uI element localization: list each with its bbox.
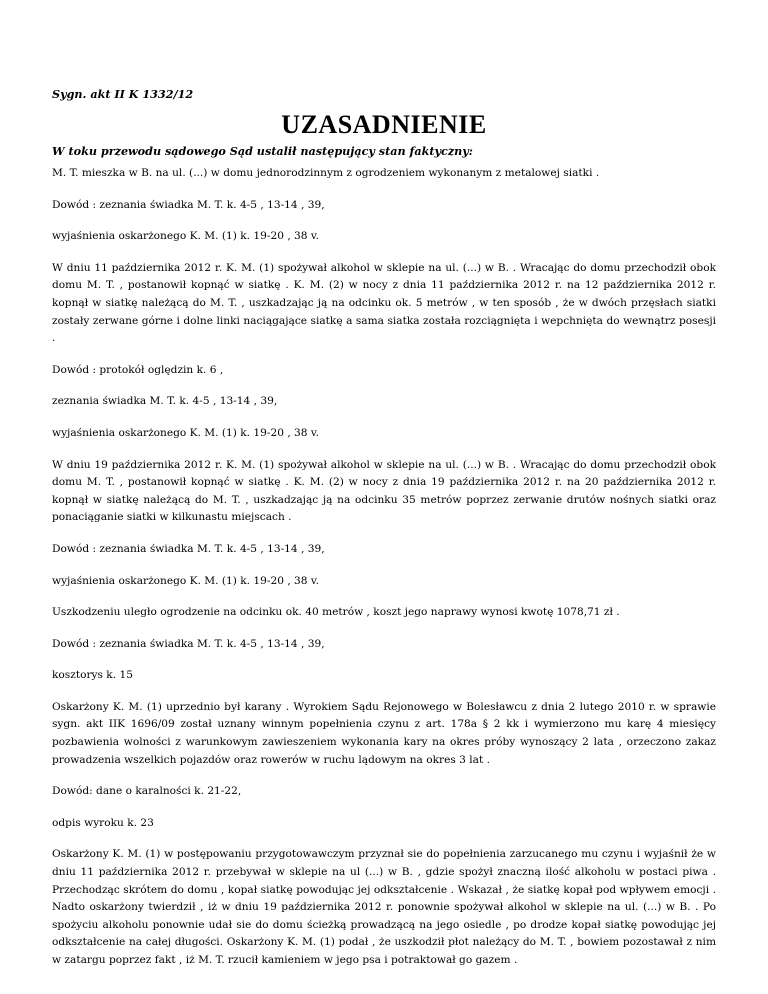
paragraph: Oskarżony K. M. (1) uprzednio był karany . Wyrokiem Sądu Rejonowego w Bolesławcu z dnia 2 lutego 2010 r. w sprawie sygn. akt IIK 1696/09 został uznany winnym popełnienia czynu z art. 178a § 2 kk i wymierzono mu karę 4 miesięcy pozbawienia wolności z warunkowym zawieszeniem wykonania kary na okres próby wynoszący 2 lata , orzeczono zakaz prowadzenia wszelkich pojazdów oraz rowerów w ruchu lądowym na okres 3 lat . xyxy=(52,700,716,766)
section-heading: W toku przewodu sądowego Sąd ustalił następujący stan faktyczny: xyxy=(52,144,473,158)
paragraph: Uszkodzeniu uległo ogrodzenie na odcinku ok. 40 metrów , koszt jego naprawy wynosi kwotę 1078,71 zł . xyxy=(52,606,620,619)
paragraph: Oskarżony K. M. (1) w postępowaniu przygotowawczym przyznał sie do popełnienia zarzucanego mu czynu i wyjaśnił że w dniu 11 października 2012 r. przebywał w sklepie na ul (...) w B. , gdzie spożył znaczną ilość alkoholu w postaci piwa . Przechodząc skrótem do domu , kopał siatkę powodując jej odkształcenie . Wskazał , że siatkę kopał pod wpływem emocji . Nadto oskarżony twierdził , iż w dniu 19 października 2012 r. ponownie spożywał alkohol w sklepie na ul. (...) w B. . Po spożyciu alkoholu ponownie udał sie do domu ścieżką prowadzącą na jego osiedle , po drodze kopał siatkę powodując jej odkształcenie na całej długości. Oskarżony K. M. (1) podał , że uszkodził płot należący do M. T. , bowiem pozostawał z nim w zatargu poprzez fakt , iż M. T. rzucił kamieniem w jego psa i potraktował go gazem . xyxy=(52,848,716,966)
case-signature: Sygn. akt II K 1332/12 xyxy=(52,87,194,101)
document-page xyxy=(52,86,716,970)
evidence-line: Dowód : zeznania świadka M. T. k. 4-5 , 13-14 , 39, xyxy=(52,198,325,211)
evidence-line: Dowód : zeznania świadka M. T. k. 4-5 , 13-14 , 39, xyxy=(52,637,325,650)
evidence-line: wyjaśnienia oskarżonego K. M. (1) k. 19-20 , 38 v. xyxy=(52,426,320,439)
evidence-line: wyjaśnienia oskarżonego K. M. (1) k. 19-20 , 38 v. xyxy=(52,230,320,243)
evidence-line: zeznania świadka M. T. k. 4-5 , 13-14 , 39, xyxy=(52,395,278,408)
paragraph: W dniu 11 października 2012 r. K. M. (1) spożywał alkohol w sklepie na ul. (...) w B. . Wracając do domu przechodził obok domu M. T. , postanowił kopnąć w siatkę . K. M. (2) w nocy z dnia 11 października 2012 r. na 12 października 2012 r. kopnął w siatkę należącą do M. T. , uszkadzając ją na odcinku ok. 5 metrów , w ten sposób , że w dwóch przęsłach siatki zostały zerwane górne i dolne linki naciągające siatkę a sama siatka została rozciągnięta i wepchnięta do wewnątrz posesji . xyxy=(52,261,716,345)
evidence-line: kosztorys k. 15 xyxy=(52,669,133,682)
paragraph: W dniu 19 października 2012 r. K. M. (1) spożywał alkohol w sklepie na ul. (...) w B. . Wracając do domu przechodził obok domu M. T. , postanowił kopnąć w siatkę . K. M. (2) w nocy z dnia 19 października 2012 r. na 20 października 2012 r. kopnął w siatkę należącą do M. T. , uszkadzając ją na odcinku 35 metrów poprzez zerwanie drutów nośnych siatki oraz ponaciąganie siatki w kilkunastu miejscach . xyxy=(52,458,716,524)
evidence-line: wyjaśnienia oskarżonego K. M. (1) k. 19-20 , 38 v. xyxy=(52,574,320,587)
evidence-line: odpis wyroku k. 23 xyxy=(52,816,154,829)
evidence-line: Dowód: dane o karalności k. 21-22, xyxy=(52,785,242,798)
paragraph: M. T. mieszka w B. na ul. (...) w domu jednorodzinnym z ogrodzeniem wykonanym z metalowej siatki . xyxy=(52,167,600,179)
evidence-line: Dowód : protokół oględzin k. 6 , xyxy=(52,363,224,376)
document-title: UZASADNIENIE xyxy=(281,110,487,139)
evidence-line: Dowód : zeznania świadka M. T. k. 4-5 , 13-14 , 39, xyxy=(52,542,325,555)
